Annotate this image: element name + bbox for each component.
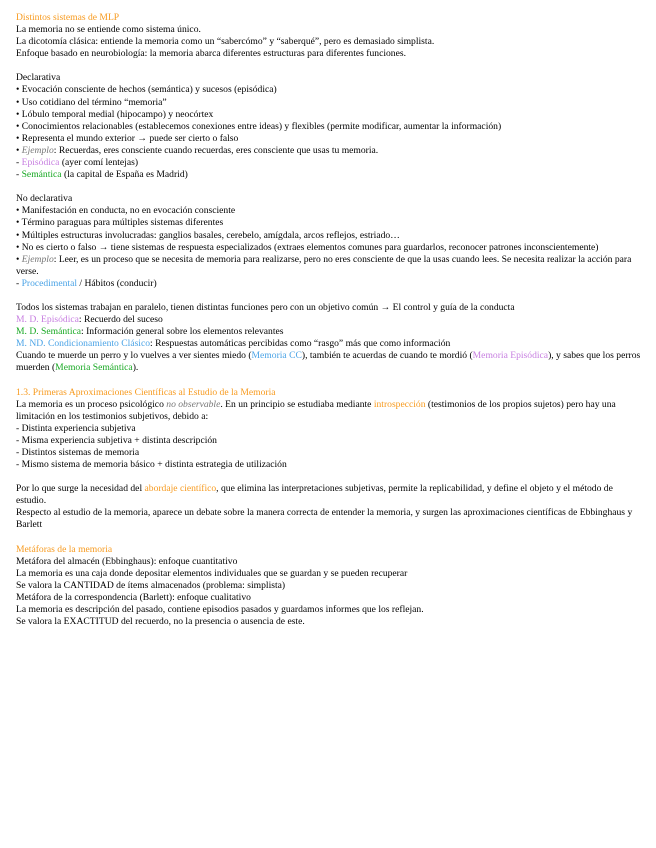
bullet-item: • Manifestación en conducta, no en evocación consciente: [16, 205, 236, 217]
introspeccion-text: introspección: [373, 398, 426, 410]
paragraph-debate: Respecto al estudio de la memoria, aparece un debate sobre la manera correcta de entender la memoria, y surgen las aproximaciones científicas de Ebbinghaus y Barlett: [16, 507, 633, 531]
abordaje-cientifico-text: abordaje científico: [144, 483, 217, 495]
bullet-item: • Múltiples estructuras involucradas: ganglios basales, cerebelo, amígdala, arcos reflejos, estriado…: [16, 229, 400, 241]
dash-item-procedimental: - Procedimental / Hábitos (conducir): [16, 277, 157, 289]
section-title-sistemas-mlp: Distintos sistemas de MLP: [16, 12, 120, 23]
text-line: Todos los sistemas trabajan en paralelo, tienen distintas funciones pero con un objetivo común → El control y guía de la conducta: [16, 301, 515, 313]
text-line: La memoria no se entiende como sistema único.: [16, 24, 201, 36]
dash-item: - Misma experiencia subjetiva + distinta descripción: [16, 434, 217, 446]
md-semantica-label: M. D. Semántica: [16, 326, 82, 338]
paragraph-abordaje: Por lo que surge la necesidad del abordaje científico, que elimina las interpretaciones subjetivas, permite la replicabilidad, y define el objeto y el método de estudio.: [16, 483, 613, 507]
dash-item: - Mismo sistema de memoria básico + distinta estrategia de utilización: [16, 459, 287, 471]
text-line: Se valora la CANTIDAD de ítems almacenados (problema: simplista): [16, 579, 286, 591]
no-observable-text: no observable: [166, 398, 221, 410]
dash-item: - Distintos sistemas de memoria: [16, 447, 140, 458]
bullet-item: • Término paraguas para múltiples sistemas diferentes: [16, 217, 224, 229]
text-line: Metáfora del almacén (Ebbinghaus): enfoque cuantitativo: [16, 555, 238, 567]
md-episodica-line: M. D. Episódica: Recuerdo del suceso: [16, 314, 163, 326]
subsection-title-no-declarativa: No declarativa: [16, 193, 73, 205]
text-line: Se valora la EXACTITUD del recuerdo, no la presencia o ausencia de este.: [16, 616, 305, 628]
dash-item-episodica: - Episódica (ayer comí lentejas): [16, 157, 139, 169]
mnd-condicionamiento-label: M. ND. Condicionamiento Clásico: [16, 338, 151, 350]
example-perro-paragraph: Cuando te muerde un perro y lo vuelves a ver sientes miedo (Memoria CC), también te acuerdas de cuando te mordió (Memoria Episódica), y sabes que los perros muerden (Memoria Semántica).: [16, 350, 641, 374]
text-line: La memoria es descripción del pasado, contiene episodios pasados y guardamos informes que los reflejan.: [16, 604, 424, 616]
semantica-label: Semántica: [21, 169, 62, 181]
section-title-aproximaciones: 1.3. Primeras Aproximaciones Científicas al Estudio de la Memoria: [16, 386, 276, 398]
section-title-metaforas: Metáforas de la memoria: [16, 543, 113, 555]
bullet-item-example: • Ejemplo: Leer, es un proceso que se necesita de memoria para realizarse, pero no eres consciente de que la usas cuando lees. Se necesita realizar la acción para verse.: [16, 253, 632, 277]
mnd-condicionamiento-line: M. ND. Condicionamiento Clásico: Respuestas automáticas percibidas como “rasgo” más que como información: [16, 338, 451, 350]
bullet-item: • Representa el mundo exterior → puede ser cierto o falso: [16, 132, 239, 144]
bullet-item: • No es cierto o falso → tiene sistemas de respuesta especializados (extraes elementos comunes para guardarlos, reconocer patrones inconscientemente): [16, 241, 599, 253]
bullet-item: • Conocimientos relacionables (establecemos conexiones entre ideas) y flexibles (permite modificar, aumentar la información): [16, 120, 502, 132]
bullet-item: • Evocación consciente de hechos (semántica) y sucesos (episódica): [16, 84, 277, 96]
subsection-title-declarativa: Declarativa: [16, 72, 61, 84]
dash-item: - Distinta experiencia subjetiva: [16, 422, 136, 434]
example-label: Ejemplo: [21, 144, 54, 156]
memoria-cc-label: Memoria CC: [251, 350, 302, 362]
text-line: La memoria es una caja donde depositar elementos individuales que se guardan y se pueden recuperar: [16, 567, 408, 579]
text-line: Metáfora de la correspondencia (Barlett): enfoque cualitativo: [16, 591, 251, 603]
text-line: Enfoque basado en neurobiología: la memoria abarca diferentes estructuras para diferentes funciones.: [16, 48, 406, 60]
md-semantica-line: M. D. Semántica: Información general sobre los elementos relevantes: [16, 326, 284, 338]
example-label: Ejemplo: [21, 253, 54, 265]
bullet-item: • Lóbulo temporal medial (hipocampo) y neocórtex: [16, 108, 214, 120]
procedimental-label: Procedimental: [21, 277, 78, 289]
bullet-item-example: • Ejemplo: Recuerdas, eres consciente cuando recuerdas, eres consciente que usas tu memoria.: [16, 144, 379, 156]
episodica-label: Episódica: [21, 157, 60, 169]
text-line: La dicotomía clásica: entiende la memoria como un “sabercómo” y “saberqué”, pero es demasiado simplista.: [16, 36, 435, 48]
memoria-episodica-label: Memoria Episódica: [472, 350, 549, 362]
bullet-item: • Uso cotidiano del término “memoria”: [16, 96, 167, 108]
paragraph-introspeccion: La memoria es un proceso psicológico no observable. En un principio se estudiaba mediante introspección (testimonios de los propios sujetos) pero hay una limitación en los testimonios subjetivos, debido a:: [16, 398, 616, 422]
memoria-semantica-label: Memoria Semántica: [55, 362, 133, 374]
md-episodica-label: M. D. Episódica: [16, 314, 79, 326]
dash-item-semantica: - Semántica (la capital de España es Madrid): [16, 169, 188, 181]
